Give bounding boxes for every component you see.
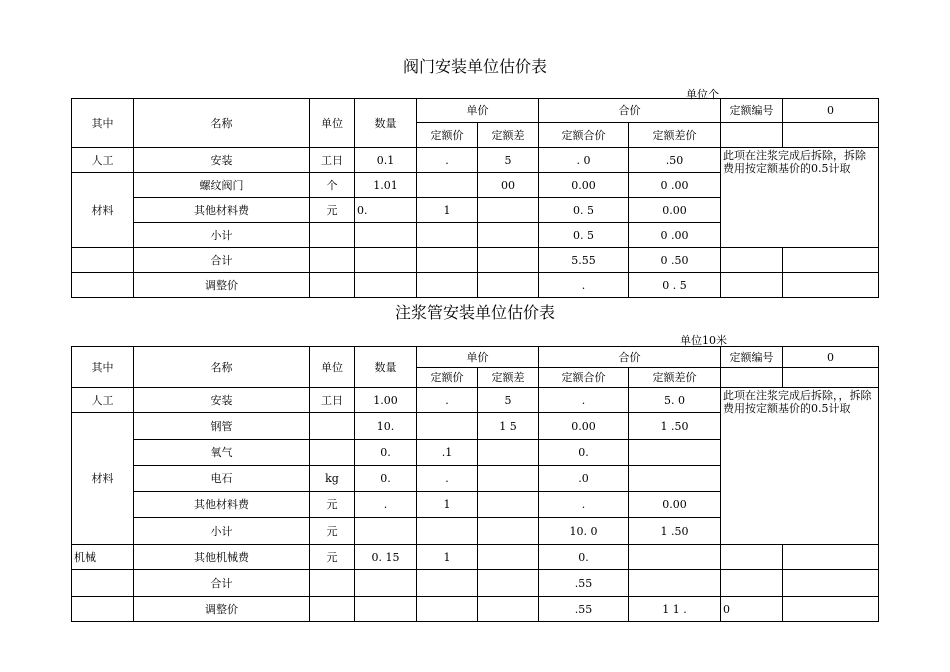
row-quota-price: .: [417, 148, 478, 173]
row-diff-total: 0 .50: [629, 248, 721, 273]
row-name: 电石: [134, 466, 310, 492]
table1-unit-label: 单位个: [686, 88, 719, 101]
row-quota-diff: [478, 273, 539, 298]
header-quota-diff: 定额差: [478, 123, 539, 148]
row-name: 小计: [134, 223, 310, 248]
header-name: 名称: [134, 99, 310, 148]
empty-cell: [783, 368, 879, 388]
row-quota-diff: 00: [478, 173, 539, 198]
row-quota-price: 1: [417, 198, 478, 223]
table-row: [72, 545, 879, 570]
table-row: [72, 148, 879, 173]
row-quota-price: .: [417, 388, 478, 413]
row-diff-total: [629, 440, 721, 466]
table2-grid: [71, 346, 879, 622]
row-quota-diff: [478, 545, 539, 570]
row-unit: [310, 223, 355, 248]
row-category: [72, 597, 134, 622]
table2-title: 注浆管安装单位估价表: [394, 303, 555, 322]
adjust-note: 0: [721, 597, 783, 622]
empty-cell: [721, 273, 783, 298]
row-unit: 元: [310, 545, 355, 570]
row-diff-total: [629, 466, 721, 492]
row-quota-total: 0. 5: [539, 198, 629, 223]
row-category: [72, 248, 134, 273]
row-quota-diff: 5: [478, 148, 539, 173]
header-code-value: 0: [783, 347, 879, 368]
row-quota-total: .0: [539, 466, 629, 492]
row-quota-total: .: [539, 273, 629, 298]
header-unit: 单位: [310, 99, 355, 148]
row-diff-total: [629, 545, 721, 570]
row-quota-diff: [478, 570, 539, 597]
row-qty: 0.1: [355, 148, 417, 173]
row-diff-total: [629, 570, 721, 597]
empty-cell: [783, 545, 879, 570]
row-name: 合计: [134, 570, 310, 597]
empty-cell: [783, 123, 879, 148]
row-quota-diff: [478, 597, 539, 622]
row-unit: [310, 413, 355, 440]
table1-grid: [71, 98, 879, 298]
empty-cell: [783, 273, 879, 298]
row-quota-total: .55: [539, 597, 629, 622]
row-quota-total: 0.00: [539, 413, 629, 440]
row-quota-diff: [478, 518, 539, 545]
row-quota-total: .: [539, 492, 629, 518]
row-category: 人工: [72, 388, 134, 413]
row-quota-total: .55: [539, 570, 629, 597]
header-quota-total: 定额合价: [539, 368, 629, 388]
header-quota-price: 定额价: [417, 123, 478, 148]
header-category: 其中: [72, 99, 134, 148]
row-quota-price: [417, 248, 478, 273]
row-name: 调整价: [134, 597, 310, 622]
row-name: 合计: [134, 248, 310, 273]
header-name: 名称: [134, 347, 310, 388]
row-qty: .: [355, 492, 417, 518]
row-qty: 10.: [355, 413, 417, 440]
row-qty: 0.: [355, 440, 417, 466]
row-category: 材料: [72, 173, 134, 248]
header-total: 合价: [539, 99, 721, 123]
empty-cell: [721, 570, 783, 597]
row-unit: [310, 440, 355, 466]
row-name: 其他材料费: [134, 492, 310, 518]
row-category: [72, 273, 134, 298]
row-qty: 1.00: [355, 388, 417, 413]
header-quota-total: 定额合价: [539, 123, 629, 148]
row-name: 小计: [134, 518, 310, 545]
empty-cell: [783, 597, 879, 622]
row-quota-total: 10. 0: [539, 518, 629, 545]
row-quota-price: [417, 597, 478, 622]
row-diff-total: 1 .50: [629, 518, 721, 545]
header-diff-total: 定额差价: [629, 123, 721, 148]
header-unit: 单位: [310, 347, 355, 388]
row-diff-total: 1 1 .: [629, 597, 721, 622]
row-diff-total: 5. 0: [629, 388, 721, 413]
row-quota-diff: 1 5: [478, 413, 539, 440]
row-quota-price: [417, 173, 478, 198]
row-quota-diff: [478, 466, 539, 492]
row-name: 调整价: [134, 273, 310, 298]
row-quota-total: 0.00: [539, 173, 629, 198]
row-quota-total: .: [539, 388, 629, 413]
table2-unit-label: 单位10米: [680, 334, 727, 347]
row-quota-diff: [478, 198, 539, 223]
row-qty: 0. 15: [355, 545, 417, 570]
header-code-label: 定额编号: [721, 347, 783, 368]
row-quota-price: [417, 223, 478, 248]
row-diff-total: 0 .00: [629, 223, 721, 248]
row-quota-price: [417, 570, 478, 597]
row-unit: 元: [310, 518, 355, 545]
row-quota-diff: [478, 492, 539, 518]
row-unit: kg: [310, 466, 355, 492]
row-diff-total: 0 .00: [629, 173, 721, 198]
row-quota-price: .1: [417, 440, 478, 466]
row-unit: [310, 570, 355, 597]
row-diff-total: 1 .50: [629, 413, 721, 440]
removal-note: 此项在注浆完成后拆除，，拆除费用按定额基价的0.5计取: [721, 388, 879, 545]
row-quota-total: . 0: [539, 148, 629, 173]
row-category: 人工: [72, 148, 134, 173]
row-name: 安装: [134, 388, 310, 413]
row-quota-price: [417, 273, 478, 298]
row-qty: 1.01: [355, 173, 417, 198]
row-diff-total: .50: [629, 148, 721, 173]
row-quota-diff: [478, 248, 539, 273]
header-unit-price: 单价: [417, 347, 539, 368]
header-category: 其中: [72, 347, 134, 388]
row-quota-diff: 5: [478, 388, 539, 413]
header-quota-price: 定额价: [417, 368, 478, 388]
row-unit: 元: [310, 492, 355, 518]
row-qty: [355, 223, 417, 248]
row-name: 钢管: [134, 413, 310, 440]
row-quota-price: 1: [417, 492, 478, 518]
empty-cell: [783, 570, 879, 597]
row-quota-price: [417, 413, 478, 440]
header-quota-diff: 定额差: [478, 368, 539, 388]
empty-cell: [721, 545, 783, 570]
empty-cell: [721, 368, 783, 388]
row-name: 其他材料费: [134, 198, 310, 223]
row-diff-total: 0.00: [629, 492, 721, 518]
row-quota-price: .: [417, 466, 478, 492]
header-code-value: 0: [783, 99, 879, 123]
header-qty: 数量: [355, 99, 417, 148]
row-unit: 个: [310, 173, 355, 198]
row-quota-total: 0. 5: [539, 223, 629, 248]
table-row: [72, 570, 879, 597]
row-qty: 0.: [355, 198, 417, 223]
row-name: 其他机械费: [134, 545, 310, 570]
row-qty: [355, 248, 417, 273]
table-row: [72, 248, 879, 273]
row-qty: [355, 597, 417, 622]
table-row: [72, 273, 879, 298]
row-quota-price: 1: [417, 545, 478, 570]
row-name: 螺纹阀门: [134, 173, 310, 198]
removal-note: 此项在注浆完成后拆除，拆除费用按定额基价的0.5计取: [721, 148, 879, 248]
header-code-label: 定额编号: [721, 99, 783, 123]
header-total: 合价: [539, 347, 721, 368]
row-unit: 元: [310, 198, 355, 223]
row-quota-diff: [478, 440, 539, 466]
row-quota-total: 0.: [539, 440, 629, 466]
table-row: [72, 388, 879, 413]
row-quota-total: 5.55: [539, 248, 629, 273]
row-unit: 工日: [310, 388, 355, 413]
row-unit: [310, 273, 355, 298]
row-quota-price: [417, 518, 478, 545]
table1-title: 阀门安装单位估价表: [402, 57, 547, 76]
empty-cell: [721, 248, 783, 273]
row-quota-total: 0.: [539, 545, 629, 570]
row-qty: 0.: [355, 466, 417, 492]
row-qty: [355, 518, 417, 545]
empty-cell: [783, 248, 879, 273]
table-row: [72, 597, 879, 622]
empty-cell: [721, 123, 783, 148]
row-diff-total: 0 . 5: [629, 273, 721, 298]
row-diff-total: 0.00: [629, 198, 721, 223]
row-unit: [310, 597, 355, 622]
row-category: 材料: [72, 413, 134, 545]
row-name: 安装: [134, 148, 310, 173]
header-qty: 数量: [355, 347, 417, 388]
header-unit-price: 单价: [417, 99, 539, 123]
row-quota-diff: [478, 223, 539, 248]
row-qty: [355, 570, 417, 597]
row-category: 机械: [72, 545, 134, 570]
row-category: [72, 570, 134, 597]
row-unit: [310, 248, 355, 273]
header-diff-total: 定额差价: [629, 368, 721, 388]
row-qty: [355, 273, 417, 298]
row-name: 氧气: [134, 440, 310, 466]
row-unit: 工日: [310, 148, 355, 173]
